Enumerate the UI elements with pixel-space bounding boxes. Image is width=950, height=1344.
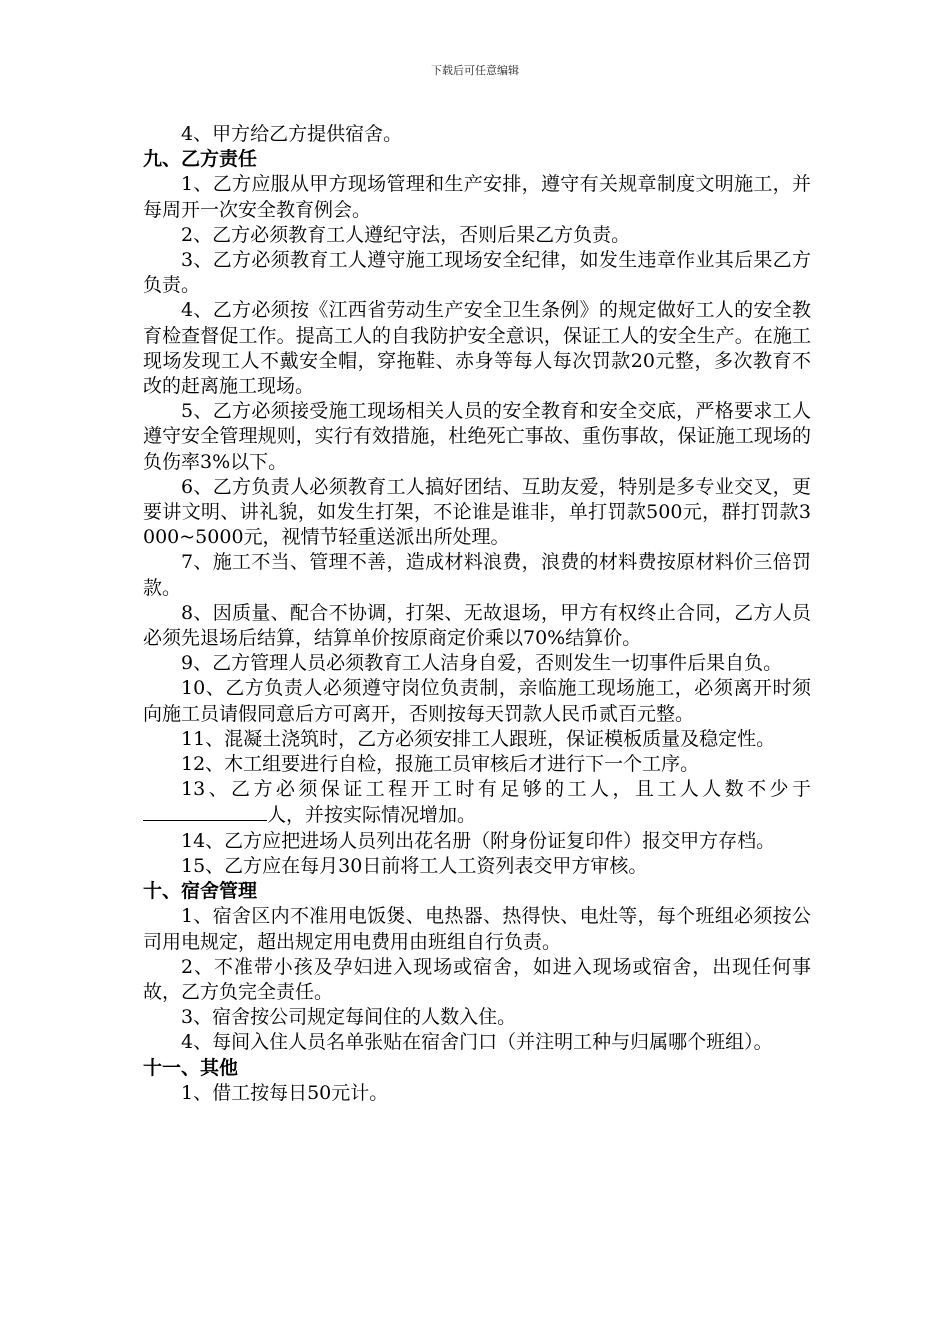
section-9-item-12: 12、木工组要进行自检，报施工员审核后才进行下一个工序。 [181, 753, 700, 776]
section-9-item-6: 6、乙方负责人必须教育工人搞好团结、互助友爱，特别是多专业交叉，更要讲文明、讲礼貌，如发生打架，不论谁是谁非，单打罚款500元，群打罚款3000~5000元，视情节轻重送派出所处理。 [143, 475, 811, 549]
section-10-item-2: 2、不准带小孩及孕妇进入现场或宿舍，如进入现场或宿舍，出现任何事故，乙方负完全责任。 [143, 955, 811, 1003]
section-9-item-1: 1、乙方应服从甲方现场管理和生产安排，遵守有关规章制度文明施工，并每周开一次安全教育例会。 [143, 173, 811, 221]
section-9-item-4: 4、乙方必须按《江西省劳动生产安全卫生条例》的规定做好工人的安全教育检查督促工作。提高工人的自我防护安全意识，保证工人的安全生产。在施工现场发现工人不戴安全帽，穿拖鞋、赤身等每人每次罚款20元整，多次教育不改的赶离施工现场。 [143, 299, 811, 398]
section-10-item-1: 1、宿舍区内不准用电饭煲、电热器、热得快、电灶等，每个班组必须按公司用电规定，超出规定用电费用由班组自行负责。 [143, 905, 811, 953]
section-9-item-14: 14、乙方应把进场人员列出花名册（附身份证复印件）报交甲方存档。 [181, 829, 776, 852]
section-11-heading: 十一、其他 [143, 1056, 239, 1079]
section-9-item-13 [143, 777, 811, 828]
section-9-heading: 九、乙方责任 [143, 148, 258, 171]
section-9-item-7: 7、施工不当、管理不善，造成材料浪费，浪费的材料费按原材料价三倍罚款。 [143, 551, 811, 599]
section-9-item-2: 2、乙方必须教育工人遵纪守法，否则后果乙方负责。 [181, 223, 631, 246]
page-header: 下载后可任意编辑 [431, 64, 519, 77]
section-11-item-1: 1、借工按每日50元计。 [181, 1081, 389, 1104]
document-body [143, 122, 811, 1106]
section-9-item-8: 8、因质量、配合不协调，打架、无故退场，甲方有权终止合同，乙方人员必须先退场后结算，结算单价按原商定价乘以70%结算价。 [143, 601, 811, 650]
section-9-item-10: 10、乙方负责人必须遵守岗位负责制，亲临施工现场施工，必须离开时须向施工员请假同意后方可离开，否则按每天罚款人民币贰百元整。 [143, 677, 811, 725]
section-9-item-11: 11、混凝土浇筑时，乙方必须安排工人跟班，保证模板质量及稳定性。 [181, 727, 776, 750]
section-10-item-3: 3、宿舍按公司规定每间住的人数入住。 [181, 1006, 517, 1029]
worker-count-blank [143, 802, 267, 821]
section-9-item-9: 9、乙方管理人员必须教育工人洁身自爱，否则发生一切事件后果自负。 [181, 652, 783, 675]
intro-item: 4、甲方给乙方提供宿舍。 [181, 123, 403, 145]
section-9-item-5: 5、乙方必须接受施工现场相关人员的安全教育和安全交底，严格要求工人遵守安全管理规则，实行有效措施，杜绝死亡事故、重伤事故，保证施工现场的负伤率3%以下。 [143, 400, 811, 473]
section-9-item-3: 3、乙方必须教育工人遵守施工现场安全纪律，如发生违章作业其后果乙方负责。 [143, 249, 811, 297]
section-10-heading: 十、宿舍管理 [143, 880, 258, 903]
section-9-item-15: 15、乙方应在每月30日前将工人工资列表交甲方审核。 [181, 854, 648, 877]
section-10-item-4: 4、每间入住人员名单张贴在宿舍门口（并注明工种与归属哪个班组）。 [181, 1031, 773, 1054]
item-13-text-before: 13、乙方必须保证工程开工时有足够的工人，且工人人数不少于 [181, 778, 811, 801]
item-13-text-after: 人，并按实际情况增加。 [267, 804, 477, 827]
